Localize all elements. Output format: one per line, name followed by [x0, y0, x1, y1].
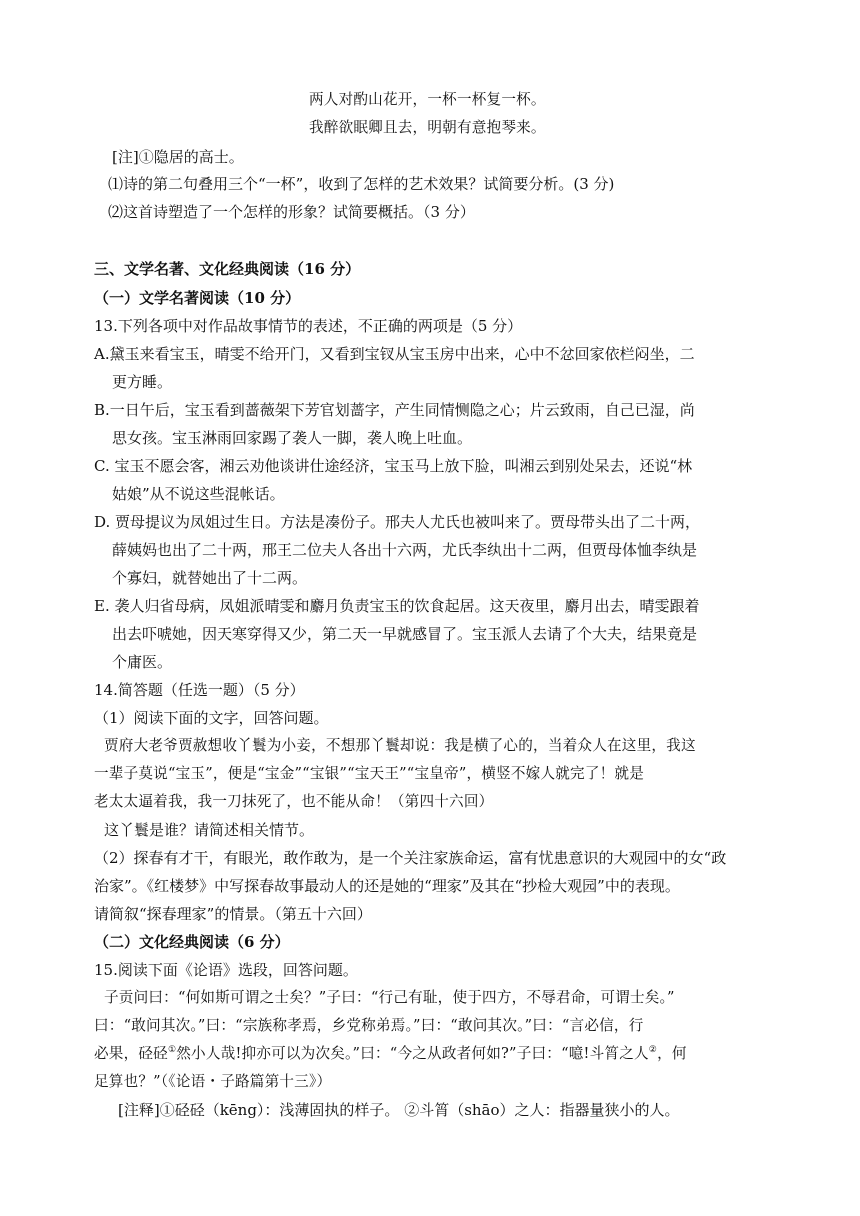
q13-option-e: E. 袭人归省母病，凤姐派晴雯和麝月负责宝玉的饮食起居。这天夜里，麝月出去，晴雯跟着 [94, 597, 700, 615]
q13-option-d: D. 贾母提议为凤姐过生日。方法是凑份子。邢夫人尤氏也被叫来了。贾母带头出了二十两， [94, 513, 701, 531]
q14-part-2: （2）探春有才干，有眼光，敢作敢为，是一个关注家族命运，富有忧患意识的大观园中的女“政 [94, 849, 727, 867]
q14-quote-line-3: 老太太逼着我，我一刀抹死了，也不能从命！（第四十六回） [94, 793, 494, 810]
q15-stem: 15.阅读下面《论语》选段，回答问题。 [94, 961, 358, 979]
q13-option-e-cont-2: 个庸医。 [112, 653, 173, 671]
subsection-1-title: （一）文学名著阅读（10 分） [94, 289, 301, 307]
q13-option-a-cont: 更方睡。 [112, 373, 173, 391]
q14-part-1: （1）阅读下面的文字，回答问题。 [94, 709, 329, 727]
q14-ask: 这丫鬟是谁？请简述相关情节。 [104, 821, 315, 839]
q13-option-b: B.一日午后，宝玉看到蔷薇架下芳官划蔷字，产生同情恻隐之心；片云致雨，自己已湿，尚 [94, 401, 695, 419]
q15-passage-line-4: 足算也？”（《论语・子路篇第十三》） [94, 1073, 332, 1090]
q13-option-d-cont-1: 薛姨妈也出了二十两，邢王二位夫人各出十六两，尤氏李纨出十二两，但贾母体恤李纨是 [112, 541, 698, 559]
poem-line-2: 我醉欲眠卿且去，明朝有意抱琴来。 [309, 119, 546, 136]
poem-line-1: 两人对酌山花开，一杯一杯复一杯。 [309, 91, 546, 108]
footnote-marker-1: ① [167, 1045, 177, 1056]
q15-passage-line-3-c: ，何 [657, 1045, 687, 1062]
q14-stem: 14.简答题（任选一题）（5 分） [94, 681, 305, 699]
q15-passage-line-3-b: 然小人哉!抑亦可以为次矣。”曰：“今之从政者何如?”子曰：“噫!斗筲之人 [176, 1045, 649, 1062]
q15-passage-line-3 [94, 1043, 687, 1065]
q14-part-2-cont-2: 请简叙“探春理家”的情景。（第五十六回） [94, 905, 372, 923]
q14-quote-line-1: 贾府大老爷贾赦想收丫鬟为小妾，不想那丫鬟却说：我是横了心的，当着众人在这里，我这 [104, 737, 696, 754]
poem-question-2: ⑵这首诗塑造了一个怎样的形象？试简要概括。（3 分） [108, 203, 475, 221]
q15-annotation: [注释]①硁硁（kēng）：浅薄固执的样子。 ②斗筲（shāo）之人：指器量狭小的人。 [118, 1101, 680, 1119]
q13-option-a: A.黛玉来看宝玉，晴雯不给开门，又看到宝钗从宝玉房中出来，心中不忿回家依栏闷坐，二 [94, 345, 695, 363]
q13-option-e-cont-1: 出去吓唬她，因天寒穿得又少，第二天一早就感冒了。宝玉派人去请了个大夫，结果竟是 [112, 625, 698, 643]
q15-passage-line-1: 子贡问曰：“何如斯可谓之士矣？”子曰：“行己有耻，使于四方，不辱君命，可谓士矣。” [104, 989, 675, 1006]
poem-note: [注]①隐居的高士。 [112, 148, 244, 166]
q13-option-b-cont: 思女孩。宝玉淋雨回家踢了袭人一脚，袭人晚上吐血。 [112, 429, 473, 447]
q15-passage-line-3-a: 必果，硁硁 [94, 1045, 168, 1062]
q15-passage-line-2: 曰：“敢问其次。”曰：“宗族称孝焉，乡党称弟焉。”曰：“敢问其次。”曰：“言必信，行 [94, 1017, 644, 1034]
q13-option-d-cont-2: 个寡妇，就替她出了十二两。 [112, 569, 308, 587]
q13-option-c-cont: 姑娘”从不说这些混帐话。 [112, 485, 285, 503]
subsection-2-title: （二）文化经典阅读（6 分） [94, 933, 290, 951]
q13-option-c: C. 宝玉不愿会客，湘云劝他谈讲仕途经济，宝玉马上放下脸，叫湘云到别处呆去，还说“林 [94, 457, 693, 475]
section-3-title: 三、文学名著、文化经典阅读（16 分） [94, 260, 361, 278]
footnote-marker-2: ② [648, 1045, 658, 1056]
q14-quote-line-2: 一辈子莫说“宝玉”，便是“宝金”“宝银”“宝天王”“宝皇帝”，横竖不嫁人就完了！就是 [94, 765, 645, 782]
q14-part-2-cont-1: 治家”。《红楼梦》中写探春故事最动人的还是她的“理家”及其在“抄检大观园”中的表现。 [94, 877, 680, 895]
q13-stem: 13.下列各项中对作品故事情节的表述，不正确的两项是（5 分） [94, 317, 523, 335]
poem-question-1: ⑴诗的第二句叠用三个“一杯”，收到了怎样的艺术效果？试简要分析。(3 分) [108, 175, 615, 193]
